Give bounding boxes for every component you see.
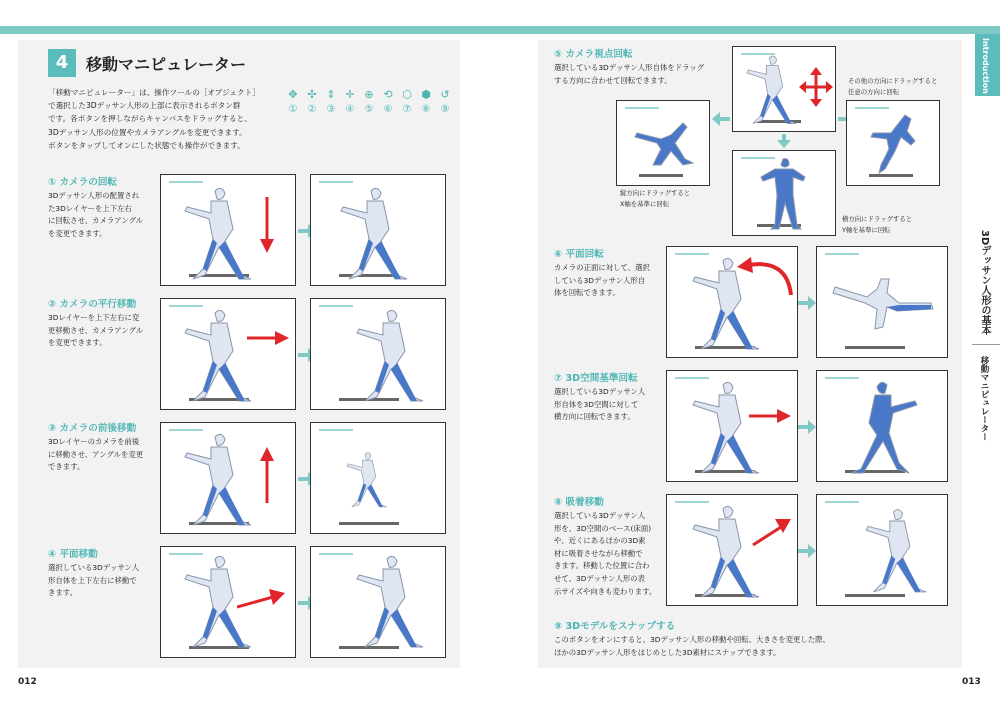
- note-line: 横方向にドラッグすると: [842, 215, 913, 223]
- button-number: ⑤: [364, 104, 374, 115]
- mannequin-figure: [757, 155, 813, 233]
- screenshot-after: [310, 174, 446, 286]
- teal-arrow-down: [777, 134, 791, 148]
- intro-line: ボタンをタップしてオンにした状態でも操作ができます。: [48, 140, 245, 150]
- screenshot-after: [816, 370, 948, 482]
- red-arrow-down: [259, 197, 275, 253]
- page-number-left: 012: [18, 677, 37, 687]
- side-divider: [972, 344, 1000, 345]
- screenshot-after: [310, 422, 446, 534]
- desc-line: に移動させ、アングルを変更: [48, 449, 144, 459]
- teal-arrow-left: [712, 112, 730, 126]
- desc-line: 形を、3D空間のベース(床面): [554, 523, 652, 533]
- desc-line: 更移動させ、カメラアングル: [48, 325, 144, 335]
- section-number-badge: 4: [48, 49, 76, 77]
- camera-dolly-icon: ⇕: [326, 88, 336, 101]
- view-rotate-icon: ⊕: [364, 88, 374, 101]
- item-heading-space-rotate: ⑦ 3D空間基準回転: [554, 373, 638, 384]
- note-line: その他の方向にドラッグすると: [848, 77, 938, 85]
- mannequin-figure: [347, 547, 437, 657]
- item-description: [48, 190, 156, 240]
- screenshot-before: [666, 494, 798, 606]
- desc-line: を変更できます。: [48, 338, 107, 348]
- plane-move-icon: ✛: [345, 88, 355, 101]
- snap-model-icon: ↺: [440, 88, 450, 101]
- note-line: X軸を基準に回転: [620, 200, 670, 208]
- section-title: 移動マニピュレーター: [86, 55, 247, 74]
- button-number: ③: [326, 104, 336, 115]
- desc-line: 3Dデッサン人形の配置され: [48, 191, 140, 200]
- side-chapter-title: 3Dデッサン人形の基本: [979, 230, 990, 336]
- screenshot-before: [160, 546, 296, 658]
- intro-line: で選択した3Dデッサン人形の上部に表示されるボタン群: [48, 101, 241, 111]
- side-tab-introduction: [975, 34, 1000, 96]
- plane-rotate-icon: ⟲: [383, 88, 393, 101]
- desc-line: 選択している3Dデッサン人: [554, 387, 646, 396]
- desc-line: している3Dデッサン人形自: [554, 275, 646, 285]
- note-vertical-drag: [620, 188, 690, 210]
- desc-line: を変更できます。: [48, 228, 107, 238]
- mannequin-figure: [683, 497, 773, 606]
- intro-line: 3Dデッサン人形の位置やカメラアングルを変更できます。: [48, 127, 247, 137]
- button-number: ⑥: [383, 104, 393, 115]
- screenshot-rotate-other: [846, 100, 940, 186]
- desc-line: 3Dレイヤーを上下左右に変: [48, 313, 140, 322]
- screenshot-rotate-y: [732, 150, 836, 236]
- desc-line: 材に吸着させながら移動で: [554, 548, 643, 558]
- desc-line: 横方向に回転できます。: [554, 412, 635, 422]
- desc-line: 選択している3Dデッサン人: [48, 563, 140, 572]
- screenshot-before: [160, 422, 296, 534]
- desc-line: 形自体を上下左右に移動で: [48, 575, 137, 585]
- item-description: [554, 62, 734, 87]
- camera-pan-icon: ✣: [307, 88, 317, 101]
- mannequin-figure: [837, 373, 927, 482]
- mannequin-figure: [341, 447, 395, 513]
- manipulator-button-row: [284, 88, 454, 122]
- mannequin-figure: [175, 425, 265, 534]
- screenshot-after: [816, 246, 948, 358]
- item-heading-plane-move: ④ 平面移動: [48, 549, 98, 560]
- camera-rotate-icon: ✥: [288, 88, 298, 101]
- button-number: ⑧: [421, 104, 431, 115]
- mannequin-figure: [331, 179, 421, 286]
- space-rotate-icon: ⬡: [402, 88, 412, 101]
- mannequin-figure: [857, 501, 939, 601]
- item-heading-snap-move: ⑧ 吸着移動: [554, 497, 604, 508]
- teal-arrow-right: [798, 420, 816, 434]
- red-arrow-diagonal: [237, 587, 285, 611]
- mannequin-figure: [683, 373, 773, 482]
- button-number: ⑨: [440, 104, 450, 115]
- mannequin-figure: [175, 179, 265, 286]
- side-tab-label: Introduction: [981, 38, 990, 94]
- desc-line: ほかの3Dデッサン人形をはじめとした3D素材にスナップできます。: [554, 647, 781, 657]
- screenshot-after: [310, 546, 446, 658]
- screenshot-before: [160, 298, 296, 410]
- intro-paragraph: [48, 86, 260, 152]
- desc-line: カメラの正面に対して、選択: [554, 263, 650, 272]
- red-cross-arrows: [799, 67, 833, 107]
- desc-line: や、近くにあるほかの3D素: [554, 536, 646, 546]
- top-accent-bar: [0, 26, 1000, 34]
- desc-line: 3Dレイヤーのカメラを前後: [48, 437, 140, 446]
- note-horizontal-drag: [842, 214, 912, 236]
- mannequin-figure: [347, 301, 437, 410]
- screenshot-rotate-x: [616, 100, 710, 186]
- side-section-title: 移動マニピュレーター: [979, 356, 989, 441]
- teal-arrow-right: [798, 544, 816, 558]
- desc-line: せて、3Dデッサン人形の表: [554, 573, 646, 583]
- desc-line: に回転させ、カメラアングル: [48, 216, 144, 226]
- page-number-right: 013: [962, 677, 981, 687]
- desc-line: する方向に合わせて回転できます。: [554, 75, 672, 85]
- item-description: [554, 262, 664, 300]
- item-heading-camera-dolly: ③ カメラの前後移動: [48, 423, 137, 434]
- button-number: ①: [288, 104, 298, 115]
- item-heading-snap-model: ⑨ 3Dモデルをスナップする: [554, 621, 676, 632]
- item-description: [554, 510, 666, 598]
- screenshot-before: [666, 370, 798, 482]
- desc-line: 示サイズや向きも変わります。: [554, 586, 657, 596]
- item-heading-view-rotate: ⑤ カメラ視点回転: [554, 49, 633, 60]
- button-number: ②: [307, 104, 317, 115]
- item-heading-camera-rotate: ① カメラの回転: [48, 177, 118, 188]
- red-arrow-right: [247, 331, 289, 345]
- red-arrow-up: [259, 447, 275, 503]
- button-number: ④: [345, 104, 355, 115]
- desc-line: 選択している3Dデッサン人: [554, 511, 646, 520]
- desc-line: 形自体を3D空間に対して: [554, 399, 639, 409]
- screenshot-center: [732, 46, 836, 132]
- item-description: [554, 386, 664, 424]
- note-line: Y軸を基準に回転: [842, 226, 891, 234]
- desc-line: できます。: [48, 462, 85, 472]
- mannequin-figure: [739, 49, 807, 131]
- desc-line: きます。: [48, 588, 77, 598]
- screenshot-after: [816, 494, 948, 606]
- red-arrow-diagonal: [751, 517, 791, 547]
- snap-move-icon: ⬢: [421, 88, 431, 101]
- desc-line: このボタンをオンにすると、3Dデッサン人形の移動や回転、大きさを変更した際、: [554, 635, 830, 644]
- intro-line: 「移動マニピュレーター」は、操作ツールの［オブジェクト］: [48, 88, 260, 97]
- desc-line: 体を回転できます。: [554, 288, 620, 298]
- desc-line: 選択している3Dデッサン人形自体をドラッグ: [554, 63, 705, 72]
- item-description: [48, 562, 156, 600]
- red-curved-arrow: [733, 255, 795, 295]
- screenshot-after: [310, 298, 446, 410]
- screenshot-before: [666, 246, 798, 358]
- item-description: [48, 312, 156, 350]
- mannequin-figure: [631, 119, 701, 169]
- note-other-direction: [848, 76, 937, 98]
- teal-arrow-right: [798, 296, 816, 310]
- button-number: ⑦: [402, 104, 412, 115]
- mannequin-figure: [827, 267, 939, 337]
- mannequin-figure: [865, 111, 925, 177]
- red-arrow-right: [749, 409, 791, 423]
- mannequin-figure: [175, 301, 265, 410]
- item-heading-camera-pan: ② カメラの平行移動: [48, 299, 137, 310]
- item-description: [48, 436, 156, 474]
- screenshot-before: [160, 174, 296, 286]
- desc-line: きます。移動した位置に合わ: [554, 561, 650, 571]
- item-description: [554, 634, 954, 659]
- item-heading-plane-rotate: ⑥ 平面回転: [554, 249, 604, 260]
- note-line: 任意の方向に回転: [848, 88, 900, 96]
- note-line: 縦方向にドラッグすると: [620, 189, 691, 197]
- desc-line: た3Dレイヤーを上下左右: [48, 203, 132, 213]
- intro-line: です。各ボタンを押しながらキャンバスをドラッグすると、: [48, 114, 252, 124]
